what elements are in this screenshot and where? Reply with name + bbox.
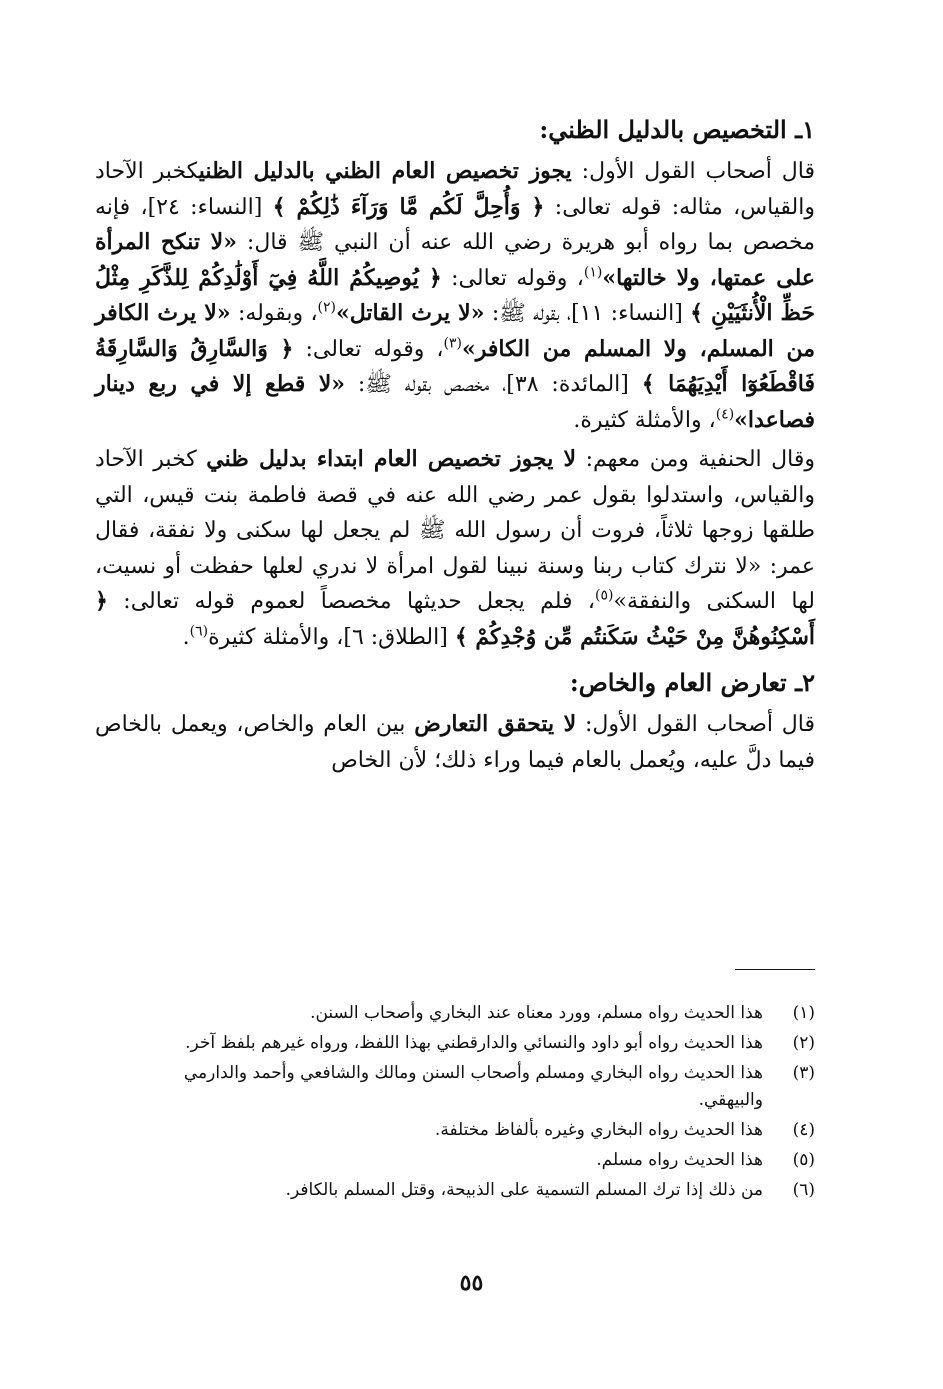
- footnote-number: (٦): [792, 1180, 815, 1200]
- footnote-ref: (١): [583, 264, 603, 281]
- section-heading-2: ٢ـ تعارض العام والخاص:: [569, 668, 815, 697]
- text: قال أصحاب القول الأول:: [571, 159, 815, 184]
- paragraph-1: [95, 154, 815, 438]
- footnote-text: هذا الحديث رواه مسلم، وورد معناه عند البخاري وأصحاب السنن.: [310, 1003, 763, 1023]
- footnote-divider: [735, 969, 815, 970]
- text: .: [182, 624, 190, 650]
- text: [النساء: ٢٤]، فإنه مخصص بما رواه أبو هريرة رضي الله عنه أن النبي ﷺ قال:: [95, 194, 815, 255]
- footnote: [150, 1117, 815, 1144]
- text: ، وبقوله:: [230, 301, 318, 326]
- text: بين العام والخاص، ويعمل بالخاص فيما دلَّ عليه، ويُعمل بالعام فيما وراء ذلك؛ لأن الخاص: [95, 712, 815, 773]
- paragraph-3: [95, 707, 815, 778]
- text: ، وقوله تعالى:: [441, 265, 584, 291]
- page-number: ٥٥: [459, 1270, 484, 1296]
- footnote-text: من ذلك إذا ترك المسلم التسمية على الذبيحة، وقتل المسلم بالكافر.: [285, 1180, 763, 1200]
- hadith-text: «لا قطع إلا في ربع دينار فصاعدا»: [95, 371, 815, 433]
- footnote: [150, 1000, 815, 1027]
- footnote-text: هذا الحديث رواه مسلم.: [596, 1150, 763, 1170]
- footnote-number: (٢): [792, 1033, 815, 1053]
- text: ، وقوله تعالى:: [293, 336, 444, 362]
- bold-text: لا يجوز تخصيص العام ابتداء بدليل ظني: [206, 446, 577, 472]
- text: [النساء: ١١]، بقوله ﷺ:: [484, 301, 691, 326]
- hadith-text: «لا يرث القاتل»: [336, 300, 485, 326]
- footnote: [150, 1030, 815, 1057]
- footnote-text: هذا الحديث رواه أبو داود والنسائي والدارقطني بهذا اللفظ، ورواه غيرهم بلفظ آخر.: [185, 1033, 763, 1053]
- footnotes: [150, 1000, 815, 1207]
- footnote: [150, 1177, 815, 1204]
- footnote-ref: (٤): [715, 406, 735, 423]
- footnote-number: (٤): [792, 1120, 815, 1140]
- footnote-ref: (٣): [443, 335, 462, 352]
- footnote-ref: (٦): [189, 623, 209, 640]
- text: كخبر الآحاد والقياس، مثاله: قوله تعالى:: [95, 159, 815, 220]
- bold-text: يجوز تخصيص العام الظني بالدليل الظني: [198, 158, 572, 184]
- footnote: [150, 1060, 815, 1114]
- footnote-number: (٣): [792, 1063, 815, 1083]
- hadith-text: «لا تنكح المرأة على عمتها، ولا خالتها»: [95, 229, 816, 291]
- paragraph-2: [95, 442, 815, 655]
- page-body: [95, 110, 815, 778]
- footnote-number: (٥): [792, 1150, 815, 1170]
- text: وقال الحنفية ومن معهم:: [576, 447, 815, 472]
- text: ، والأمثلة كثيرة.: [573, 407, 716, 433]
- section-heading-1: ١ـ التخصيص بالدليل الظني:: [539, 115, 815, 144]
- footnote-text: هذا الحديث رواه البخاري وغيره بألفاظ مختلفة.: [434, 1120, 763, 1140]
- text: ، فلم يجعل حديثها مخصصاً لعموم قوله تعالى:: [107, 589, 596, 614]
- footnote-ref: (٥): [595, 587, 614, 604]
- quran-verse: ﴿ وَالسَّارِقُ وَالسَّارِقَةُ فَاقْطَعُوٓا أَيْدِيَهُمَا ﴾: [95, 335, 815, 397]
- bold-text: لا يتحقق التعارض: [414, 711, 577, 737]
- footnote-number: (١): [792, 1003, 815, 1023]
- text: [الطلاق: ٦]، والأمثلة كثيرة: [208, 624, 455, 650]
- quran-verse: ﴿ يُوصِيكُمُ اللَّهُ فِيٓ أَوْلَٰدِكُمْ لِلذَّكَرِ مِثْلُ حَظِّ الْأُنثَيَيْنِ ﴾: [95, 264, 815, 326]
- quran-verse: ﴿ أَسْكِنُوهُنَّ مِنْ حَيْثُ سَكَنتُم مِّن وُجْدِكُمْ ﴾: [95, 588, 815, 650]
- text: قال أصحاب القول الأول:: [576, 712, 816, 737]
- footnote-text: هذا الحديث رواه البخاري ومسلم وأصحاب السنن ومالك والشافعي وأحمد والدارمي والبيهقي.: [183, 1063, 763, 1110]
- text: كخبر الآحاد والقياس، واستدلوا بقول عمر رضي الله عنه في قصة فاطمة بنت قيس، التي طلقها زوجها ثلاثاً، فروت أن رسول الله ﷺ لم يجعل لها سكنى ولا نفقة، فقال عمر: «لا نترك كتاب ربنا وسنة نبينا لقول امرأة لا ندري لعلها حفظت أو نسيت، لها السكنى والنفقة»: [95, 447, 815, 614]
- footnote: [150, 1147, 815, 1174]
- hadith-text: «لا يرث الكافر من المسلم، ولا المسلم من الكافر»: [95, 300, 816, 362]
- quran-verse: ﴿ وَأُحِلَّ لَكُم مَّا وَرَآءَ ذَٰلِكُمْ ﴾: [272, 193, 545, 220]
- footnote-ref: (٢): [317, 299, 337, 316]
- text: [المائدة: ٣٨]، مخصص بقوله ﷺ:: [345, 372, 642, 397]
